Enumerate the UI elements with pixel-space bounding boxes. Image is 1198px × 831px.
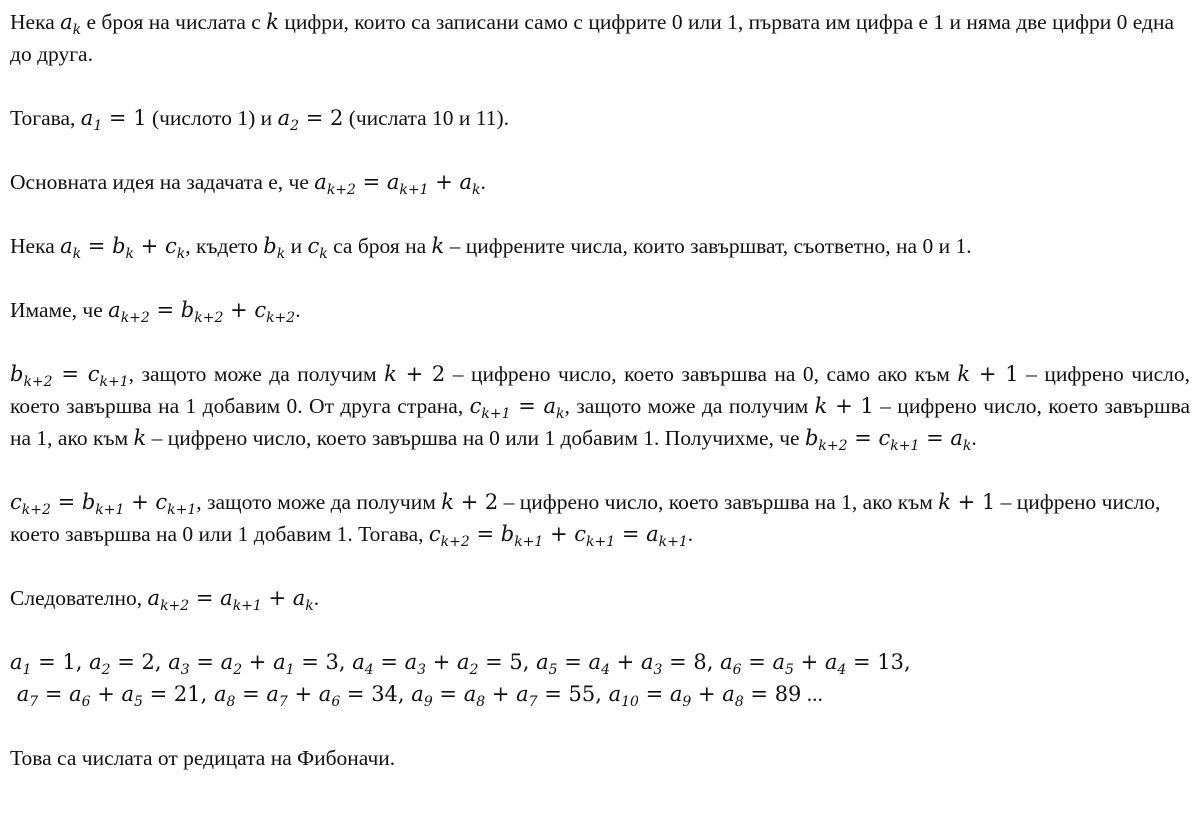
text-run: Това са числата от редицата на Фибоначи. xyxy=(10,746,396,770)
text-run: – цифрените числа, които завършват, съответно, на 0 и 1. xyxy=(444,234,972,258)
text-run: е броя на числата с xyxy=(81,10,267,34)
math-expression: $a_{k+2} = b_{k+2} + c_{k+2}$ xyxy=(108,298,296,326)
paragraph-conclusion xyxy=(10,582,1190,614)
text-run: и xyxy=(285,234,308,258)
text-run: Нека xyxy=(10,234,61,258)
text-run: . xyxy=(480,170,486,194)
math-expression: $a_1 = 1$, $a_2 = 2$, $a_3 = a_2 + a_1 = 3$, $a_4 = a_3 + a_2 = 5$, $a_5 = a_4 + a_3 = 8$, $a_6 = a_5 + a_4 = 13$, xyxy=(10,650,911,678)
math-expression: $a_{k+2} = a_{k+1} + a_k$ xyxy=(314,170,481,198)
math-expression: $a_k$ xyxy=(60,10,82,38)
math-expression: $c_{k+1} = a_k$ xyxy=(469,394,565,422)
text-run: . xyxy=(295,298,301,322)
paragraph-fibonacci-statement xyxy=(10,742,1190,774)
math-expression: k xyxy=(133,426,147,450)
paragraph-c-recurrence xyxy=(10,486,1190,550)
math-expression: $a_2 = 2$ xyxy=(277,106,344,134)
math-expression: $c_k$ xyxy=(307,234,328,262)
paragraph-definition xyxy=(10,6,1190,70)
text-run: Нека xyxy=(10,10,61,34)
text-run: ... xyxy=(801,682,823,706)
text-run: . xyxy=(971,426,977,450)
text-run: . xyxy=(687,522,694,546)
math-expression: $a_{k+2} = a_{k+1} + a_k$ xyxy=(147,586,314,614)
math-expression: $b_k$ xyxy=(263,234,286,262)
math-expression: $c_{k+2} = b_{k+1} + c_{k+1}$ xyxy=(10,490,197,518)
text-run: – цифрено число, което завършва на 0, само ако към xyxy=(445,362,958,386)
math-expression: $a_1 = 1$ xyxy=(80,106,147,134)
text-run: – цифрено число, което завършва на 0 или 1 добавим 1. Тогава, xyxy=(10,490,1161,546)
text-run: , защото може да получим xyxy=(128,362,385,386)
paragraph-split-definition xyxy=(10,230,1190,262)
text-run: (числото 1) и xyxy=(146,106,278,130)
text-run: Следователно, xyxy=(10,586,148,610)
text-run: цифри, които са записани само с цифрите 0 или 1, първата им цифра е 1 и няма две цифри 0 една до друга. xyxy=(10,10,1175,66)
math-expression: $b_{k+2} = c_{k+1} = a_k$ xyxy=(804,426,972,454)
text-run: са броя на xyxy=(327,234,432,258)
math-expression: k + 1 xyxy=(814,394,874,418)
text-run: , където xyxy=(185,234,264,258)
text-run: – цифрено число, което завършва на 0 или 1 добавим 1. Получихме, че xyxy=(146,426,805,450)
text-run: – цифрено число, което завършва на 1, ако към xyxy=(10,394,1190,450)
paragraph-main-idea xyxy=(10,166,1190,198)
math-expression: k + 1 xyxy=(957,362,1019,386)
text-run: (числата 10 и 11). xyxy=(343,106,510,130)
math-expression: k xyxy=(431,234,445,258)
text-run: Основната идея на задачата е, че xyxy=(10,170,315,194)
paragraph-initial-values xyxy=(10,102,1190,134)
math-expression: k + 2 xyxy=(384,362,446,386)
math-expression: $c_{k+2} = b_{k+1} + c_{k+1} = a_{k+1}$ xyxy=(428,522,688,550)
text-run: Имаме, че xyxy=(10,298,109,322)
paragraph-sequence-values xyxy=(10,646,1190,710)
text-run: . xyxy=(313,586,320,610)
math-expression: k + 2 xyxy=(441,490,499,514)
math-expression: k xyxy=(266,10,279,34)
math-expression: $a_k = b_k + c_k$ xyxy=(60,234,186,262)
math-expression: $a_7 = a_6 + a_5 = 21$, $a_8 = a_7 + a_6 = 34$, $a_9 = a_8 + a_7 = 55$, $a_{10} = a_9 + a_8 = 89$ xyxy=(16,682,802,710)
paragraph-sum-relation xyxy=(10,294,1190,326)
text-run: – цифрено число, което завършва на 1 добавим 0. От друга страна, xyxy=(10,362,1190,418)
math-expression: k + 1 xyxy=(938,490,996,514)
text-run: Тогава, xyxy=(10,106,81,130)
text-run: , защото може да получим xyxy=(196,490,442,514)
text-run: , защото може да получим xyxy=(564,394,815,418)
text-run: – цифрено число, което завършва на 1, ако към xyxy=(498,490,939,514)
math-expression: $b_{k+2} = c_{k+1}$ xyxy=(10,362,129,390)
paragraph-b-recurrence xyxy=(10,358,1190,454)
